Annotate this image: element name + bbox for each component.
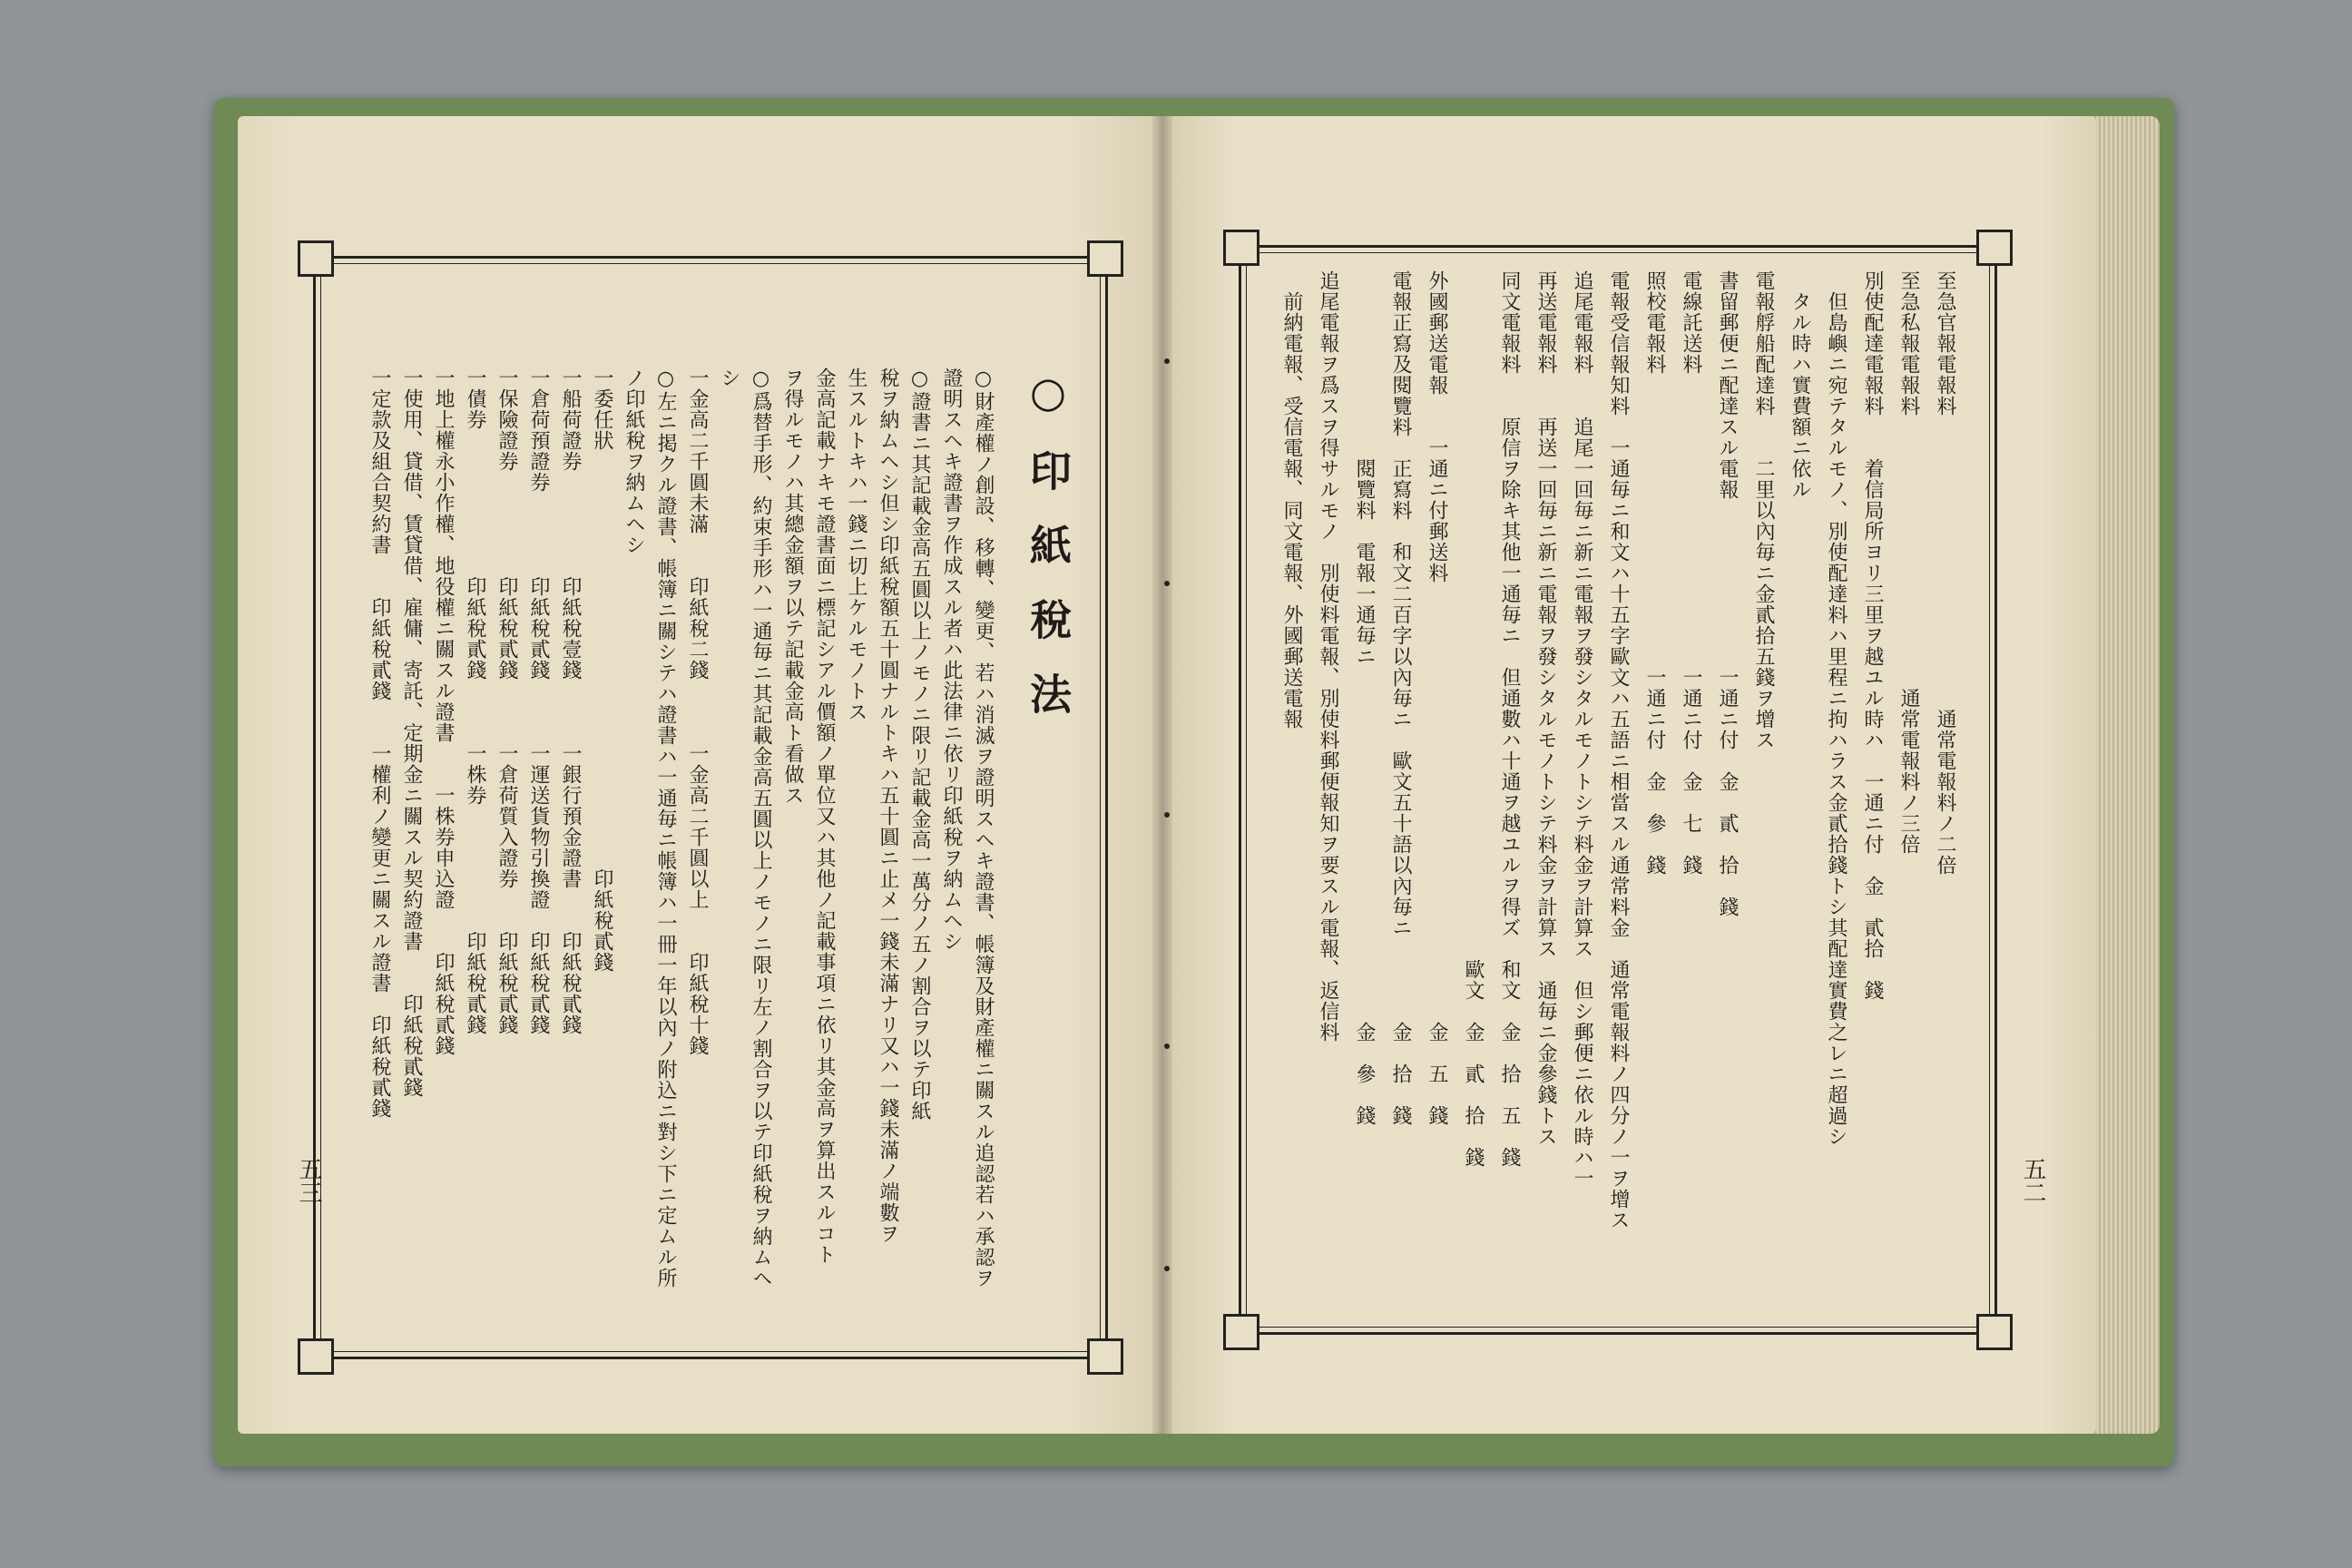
- left-page-text: [336, 368, 1080, 1329]
- binding-stitch: [1164, 812, 1170, 818]
- section-title: ○印紙稅法: [1024, 368, 1073, 747]
- frame-corner: [1976, 1314, 2013, 1350]
- text-column: 一定款及組合契約書 印紙稅貳錢 一權利ノ變更ニ關スル證書 印紙稅貳錢: [368, 368, 391, 1119]
- text-column: 電報艀船配達料 二里以內毎ニ金貳拾五錢ヲ增ス: [1752, 270, 1775, 750]
- page-number-right: 五二: [2019, 1157, 2046, 1204]
- text-column: 同文電報料 原信ヲ除キ其他一通毎ニ 但通數ハ十通ヲ越ユルヲ得ズ 和文 金 拾 五 錢: [1498, 270, 1521, 1168]
- text-column: 一金高二千圓未滿 印紙稅二錢 一金高二千圓以上 印紙稅十錢: [686, 368, 709, 1056]
- frame-corner: [1223, 230, 1259, 266]
- text-column: 照校電報料 一通ニ付 金 參 錢: [1643, 270, 1666, 876]
- text-column: ○財產權ノ創設、移轉、變更、若ハ消滅ヲ證明スヘキ證書、帳簿及財產權ニ關スル追認若ハ承認ヲ: [972, 368, 995, 1289]
- binding-stitch: [1164, 581, 1170, 586]
- text-column: 一委任狀 印紙稅貳錢: [591, 368, 613, 973]
- text-column: ○爲替手形、約束手形ハ一通毎ニ其記載金高五圓以上ノモノニ限リ左ノ割合ヲ以テ印紙稅ヲ納ムヘ: [750, 368, 772, 1289]
- text-column: 書留郵便ニ配達スル電報 一通ニ付 金 貳 拾 錢: [1716, 270, 1739, 917]
- text-column: 但島嶼ニ宛テタルモノ、別使配達料ハ里程ニ拘ハラス金貳拾錢トシ其配達實費之レニ超過シ: [1825, 270, 1847, 1147]
- text-column: シ: [718, 368, 740, 388]
- text-column: 追尾電報ヲ爲スヲ得サルモノ 別使料電報、別使料郵便報知ヲ要スル電報、返信料: [1317, 270, 1339, 1043]
- text-column: ヲ得ルモノハ其總金額ヲ以テ記載金高ト看做ス: [781, 368, 804, 806]
- text-column: 一債券 印紙稅貳錢 一株券 印紙稅貳錢: [464, 368, 486, 1035]
- text-column: 稅ヲ納ムヘシ但シ印紙稅額五十圓ナルトキハ五十圓ニ止メ一錢未滿ナリ又ハ一錢未滿ノ端數ヲ: [877, 368, 899, 1244]
- right-page-text: [1266, 270, 1965, 1314]
- text-column: 一地上權永小作權、地役權ニ關スル證書 一株券申込證 印紙稅貳錢: [432, 368, 455, 1056]
- frame-corner: [1087, 1338, 1123, 1375]
- text-column: 生スルトキハ一錢ニ切上ケルモノトス: [845, 368, 867, 722]
- text-column: 至急私報電報料 通常電報料ノ三倍: [1897, 270, 1920, 855]
- text-column: 追尾電報料 追尾一回毎ニ新ニ電報ヲ發シタルモノトシテ料金ヲ計算ス 但シ郵便ニ依ル時ハ一: [1571, 270, 1593, 1189]
- text-column: 再送電報料 再送一回毎ニ新ニ電報ヲ發シタルモノトシテ料金ヲ計算ス 通毎ニ金參錢トス: [1534, 270, 1557, 1147]
- binding-stitch: [1164, 1044, 1170, 1049]
- text-column: 金高記載ナキモ證書面ニ標記シアル價額ノ單位又ハ其他ノ記載事項ニ依リ其金高ヲ算出スルコト: [813, 368, 836, 1265]
- text-column: 電線託送料 一通ニ付 金 七 錢: [1680, 270, 1702, 876]
- text-column: 至急官報電報料 通常電報料ノ二倍: [1934, 270, 1956, 876]
- text-column: 一使用、貸借、賃貸借、雇傭、寄託、定期金ニ關スル契約證書 印紙稅貳錢: [400, 368, 423, 1098]
- frame-corner: [1087, 240, 1123, 277]
- binding-stitch: [1164, 358, 1170, 364]
- book-gutter: [1152, 116, 1172, 1434]
- text-column: 前納電報、受信電報、同文電報、外國郵送電報: [1280, 270, 1303, 730]
- text-column: ○證書ニ其記載金高五圓以上ノモノニ限リ記載金高一萬分ノ五ノ割合ヲ以テ印紙: [908, 368, 931, 1122]
- text-column: 一船荷證券 印紙稅壹錢 一銀行預金證書 印紙稅貳錢: [559, 368, 582, 1035]
- frame-corner: [1223, 1314, 1259, 1350]
- text-column: 別使配達電報料 着信局所ヨリ三里ヲ越ユル時ハ 一通ニ付 金 貳拾 錢: [1861, 270, 1884, 1001]
- text-column: 歐文 金 貳 拾 錢: [1462, 270, 1485, 1168]
- frame-corner: [298, 240, 334, 277]
- page-number-left: 五三: [295, 1157, 322, 1204]
- text-column: 一倉荷預證券 印紙稅貳錢 一運送貨物引換證 印紙稅貳錢: [527, 368, 550, 1035]
- frame-corner: [298, 1338, 334, 1375]
- page-edges: [2087, 116, 2160, 1434]
- frame-corner: [1976, 230, 2013, 266]
- text-column: 證明スヘキ證書ヲ作成スル者ハ此法律ニ依リ印紙稅ヲ納ムヘシ: [940, 368, 963, 952]
- text-column: 電報受信報知料 一通毎ニ和文ハ十五字歐文ハ五語ニ相當スル通常料金 通常電報料ノ四分ノ一ヲ增ス: [1607, 270, 1630, 1230]
- binding-stitch: [1164, 1266, 1170, 1271]
- text-column: ○左ニ掲クル證書、帳簿ニ關シテハ證書ハ一通毎ニ帳簿ハ一冊一年以內ノ附込ニ對シ下ニ定ムル所: [654, 368, 677, 1289]
- text-column: 外國郵送電報 一通ニ付郵送料 金 五 錢: [1426, 270, 1448, 1126]
- text-column: 一保險證券 印紙稅貳錢 一倉荷質入證券 印紙稅貳錢: [495, 368, 518, 1035]
- text-column: ノ印紙稅ヲ納ムヘシ: [622, 368, 645, 555]
- text-column: 電報正寫及閱覽料 正寫料 和文二百字以內毎ニ 歐文五十語以內毎ニ 金 拾 錢: [1389, 270, 1412, 1126]
- text-column: 閱覽料 電報一通毎ニ 金 參 錢: [1353, 270, 1376, 1126]
- text-column: タル時ハ實費額ニ依ル: [1788, 270, 1811, 500]
